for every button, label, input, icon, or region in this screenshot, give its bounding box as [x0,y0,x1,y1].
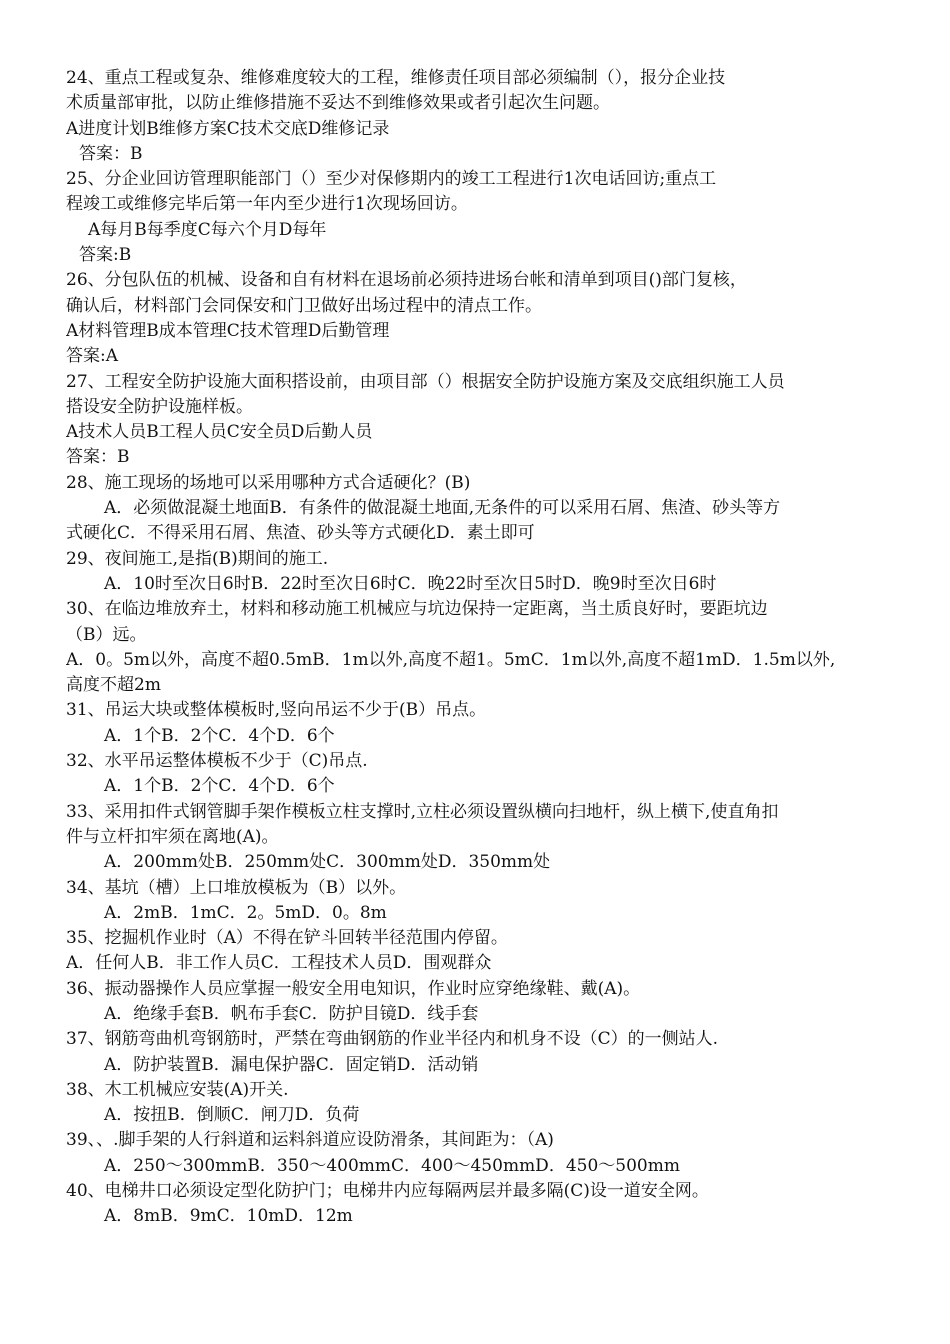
text-line: 36、振动器操作人员应掌握一般安全用电知识，作业时应穿绝缘鞋、戴(A)。 [66,978,641,999]
text-line: A．按扭B．倒顺C．闸刀D．负荷 [104,1105,360,1126]
text-line: 式硬化C．不得采用石屑、焦渣、砂头等方式硬化D．素土即可 [66,523,535,544]
text-line: 34、基坑（槽）上口堆放模板为（B）以外。 [66,877,407,898]
text-line: 38、木工机械应安装(A)开关. [66,1079,289,1100]
text-line: 29、夜间施工,是指(B)期间的施工. [66,548,329,569]
text-line: （B）远。 [66,624,147,645]
text-line: 32、水平吊运整体模板不少于（C)吊点. [66,751,368,772]
text-line: A材料管理B成本管理C技术管理D后勤管理 [66,320,390,341]
text-line: A．2mB．1mC．2。5mD．0。8m [104,902,387,923]
text-line: 25、分企业回访管理职能部门（）至少对保修期内的竣工工程进行1次电话回访;重点工 [66,169,717,190]
text-line: 24、重点工程或复杂、维修难度较大的工程，维修责任项目部必须编制（），报分企业技 [66,68,726,88]
text-line: 术质量部审批，以防止维修措施不妥达不到维修效果或者引起次生问题。 [66,93,610,114]
text-line: 37、钢筋弯曲机弯钢筋时，严禁在弯曲钢筋的作业半径内和机身不设（C）的一侧站人. [66,1029,719,1050]
text-line: 39、、.脚手架的人行斜道和运料斜道应设防滑条，其间距为：（A) [66,1130,554,1151]
text-line: 40、电梯井口必须设定型化防护门；电梯井内应每隔两层并最多隔(C)设一道安全网。 [66,1181,709,1202]
text-line: A．1个B．2个C．4个D．6个 [104,725,335,746]
text-line: A．防护装置B．漏电保护器C．固定销D．活动销 [104,1054,479,1075]
text-line: 程竣工或维修完毕后第一年内至少进行1次现场回访。 [66,194,468,215]
text-line: A．8mB．9mC．10mD．12m [104,1206,353,1227]
text-line: A．绝缘手套B．帆布手套C．防护目镜D．线手套 [104,1003,479,1024]
text-line: A进度计划B维修方案C技术交底D维修记录 [66,118,390,139]
text-line: 搭设安全防护设施样板。 [66,396,253,417]
text-line: A．250～300mmB．350～400mmC．400～450mmD．450～500mm [104,1155,680,1176]
text-line: 确认后，材料部门会同保安和门卫做好出场过程中的清点工作。 [66,295,542,316]
text-line: 28、施工现场的场地可以采用哪种方式合适硬化？(B) [66,472,471,493]
text-line: 27、工程安全防护设施大面积搭设前，由项目部（）根据安全防护设施方案及交底组织施工人员 [66,371,785,392]
text-line: A．0。5m以外，高度不超0.5mB．1m以外,高度不超1。5mC．1m以外,高度不超1mD．1.5m以外, [66,649,836,670]
text-line: 件与立杆扣牢须在离地(A)。 [66,826,279,847]
text-line: 答案:B [79,245,132,266]
text-line: 答案:A [66,346,119,367]
text-line: 35、挖掘机作业时（A）不得在铲斗回转半径范围内停留。 [66,928,508,949]
text-line: A．200mm处B．250mm处C．300mm处D．350mm处 [104,852,551,873]
text-line: A．必须做混凝土地面B．有条件的做混凝土地面,无条件的可以采用石屑、焦渣、砂头等方 [104,498,781,519]
text-line: A．任何人B．非工作人员C．工程技术人员D．围观群众 [66,953,492,974]
text-line: 高度不超2m [66,675,161,696]
text-line: A．1个B．2个C．4个D．6个 [104,776,335,797]
text-line: 26、分包队伍的机械、设备和自有材料在退场前必须持进场台帐和清单到项目()部门复核， [66,270,747,291]
text-line: 30、在临边堆放弃土，材料和移动施工机械应与坑边保持一定距离，当土质良好时，要距坑边 [66,599,768,620]
text-line: A每月B每季度C每六个月D每年 [88,219,327,240]
text-line: 答案：B [66,447,130,468]
text-line: 答案：B [79,143,143,164]
text-line: A．10时至次日6时B．22时至次日6时C．晚22时至次日5时D．晚9时至次日6时 [104,573,717,594]
text-line: A技术人员B工程人员C安全员D后勤人员 [66,422,373,443]
text-line: 33、采用扣件式钢管脚手架作模板立柱支撑时,立柱必须设置纵横向扫地杆，纵上横下,使直角扣 [66,801,779,822]
text-line: 31、吊运大块或整体模板时,竖向吊运不少于(B）吊点。 [66,700,487,721]
